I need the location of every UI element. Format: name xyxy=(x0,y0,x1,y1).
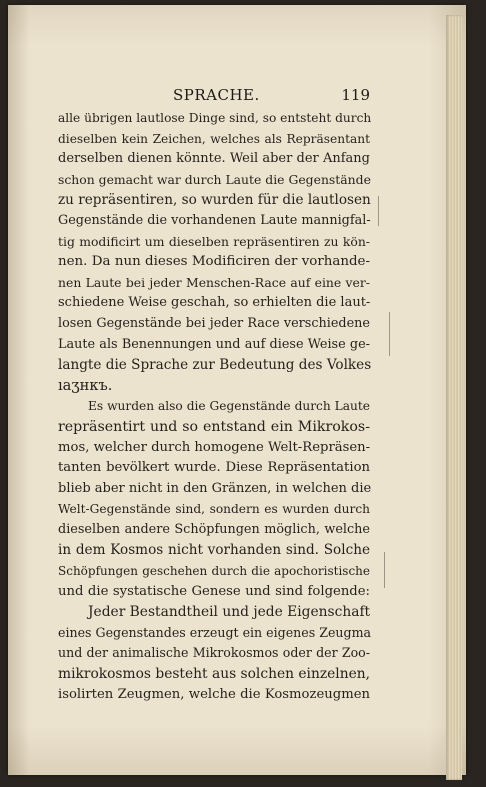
text-line: Laute als Benennungen und auf diese Weise ge- xyxy=(58,336,370,352)
text-line: schiedene Weise geschah, so erhielten die laut- xyxy=(58,295,371,311)
text-line: tig modificirt um dieselben repräsentiren zu kön- xyxy=(58,233,370,249)
text-line: derselben dienen könnte. Weil aber der Anfang xyxy=(58,151,370,167)
text-line: Welt-Gegenstände sind, sondern es wurden durch xyxy=(58,502,370,517)
text-line: und der animalische Mikrokosmos oder der Zoo- xyxy=(58,645,370,661)
text-line: repräsentirt und so entstand ein Mikrokos- xyxy=(58,418,370,435)
text-line: nen Laute bei jeder Menschen-Race auf eine ver- xyxy=(58,274,370,290)
text-line: dieselben andere Schöpfungen möglich, welche xyxy=(58,521,370,537)
text-line: Es wurden also die Gegenstände durch Laute xyxy=(88,399,370,414)
text-line: und die systatische Genese und sind folgende: xyxy=(58,583,370,599)
running-head-title: SPRACHE. xyxy=(173,86,260,104)
text-line: mos, welcher durch homogene Welt-Repräsen- xyxy=(58,439,371,455)
text-line: mikrokosmos besteht aus solchen einzelnen, xyxy=(58,666,371,683)
text-line: isolirten Zeugmen, welche die Kosmozeugmen xyxy=(58,686,370,702)
margin-pencil-mark xyxy=(389,312,390,356)
text-line: ıaʒнкъ. xyxy=(58,376,113,394)
page-edge-stack xyxy=(446,15,462,780)
margin-pencil-mark xyxy=(378,196,379,226)
text-line: Schöpfungen geschehen durch die apochoristische xyxy=(58,564,370,579)
text-line: losen Gegenstände bei jeder Race verschiedene xyxy=(58,315,370,331)
text-line: in dem Kosmos nicht vorhanden sind. Solche xyxy=(58,542,370,559)
text-line: zu repräsentiren, so wurden für die lautlosen xyxy=(58,192,371,209)
text-line: tanten bevölkert wurde. Diese Repräsentation xyxy=(58,460,370,476)
text-line: blieb aber nicht in den Gränzen, in welchen die xyxy=(58,480,372,496)
text-line: langte die Sprache zur Bedeutung des Volkes xyxy=(58,357,372,374)
text-line: schon gemacht war durch Laute die Gegenstände xyxy=(58,171,371,187)
running-head xyxy=(58,86,370,106)
text-line: dieselben kein Zeichen, welches als Repräsentant xyxy=(58,131,370,146)
text-line: eines Gegenstandes erzeugt ein eigenes Zeugma xyxy=(58,624,372,640)
margin-pencil-mark xyxy=(384,552,385,588)
text-line: Jeder Bestandtheil und jede Eigenschaft xyxy=(88,604,371,621)
body-text xyxy=(58,108,370,705)
text-line: Gegenstände die vorhandenen Laute mannigfal- xyxy=(58,212,371,228)
text-line: nen. Da nun dieses Modificiren der vorhande- xyxy=(58,254,370,270)
text-line: alle übrigen lautlose Dinge sind, so entsteht durch xyxy=(58,111,372,125)
page-number: 119 xyxy=(341,86,370,104)
